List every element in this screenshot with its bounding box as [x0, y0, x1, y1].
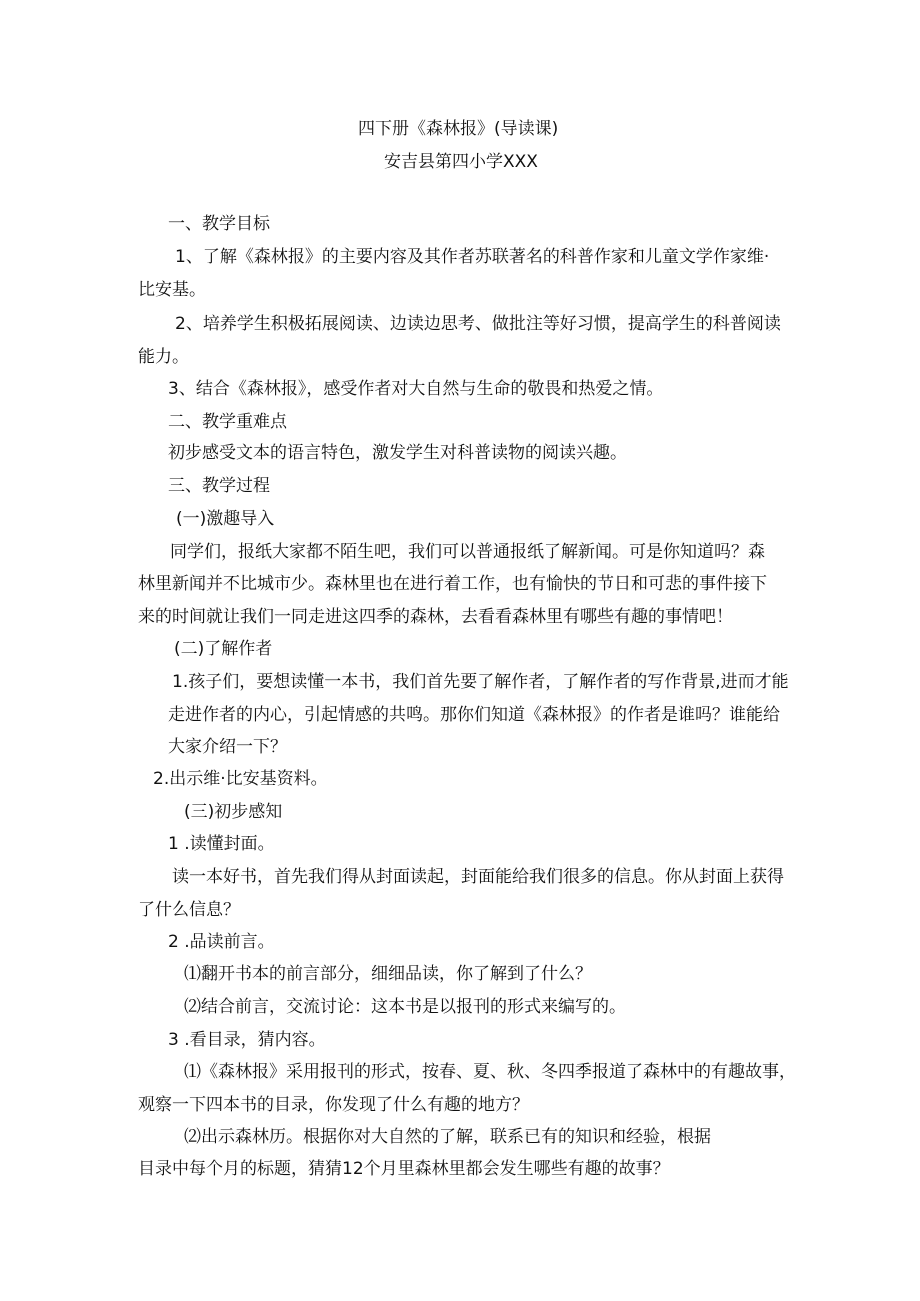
paragraph-line: 林里新闻并不比城市少。森林里也在进行着工作，也有愉快的节日和可悲的事件接下 [138, 574, 767, 594]
paragraph-line: ⑴《森林报》采用报刊的形式，按春、夏、秋、冬四季报道了森林中的有趣故事， [184, 1062, 796, 1082]
document-title: 四下册《森林报》(导读课) [358, 119, 559, 139]
subsection-heading: (三)初步感知 [184, 802, 283, 822]
paragraph-line: ⑵出示森林历。根据你对大自然的了解，联系已有的知识和经验，根据 [184, 1127, 711, 1147]
paragraph-line: 了什么信息？ [138, 900, 240, 920]
paragraph-line: 比安基。 [138, 280, 206, 300]
section-heading-process: 三、教学过程 [168, 476, 270, 496]
paragraph-line: ⑵结合前言，交流讨论：这本书是以报刊的形式来编写的。 [184, 997, 626, 1017]
paragraph-line: 3、结合《森林报》，感受作者对大自然与生命的敬畏和热爱之情。 [168, 379, 664, 399]
list-item: 2 .品读前言。 [168, 932, 275, 952]
paragraph-line: 2、培养学生积极拓展阅读、边读边思考、做批注等好习惯，提高学生的科普阅读 [175, 314, 781, 334]
list-item: 1 .读懂封面。 [168, 834, 275, 854]
paragraph-line: 能力。 [138, 347, 189, 367]
paragraph-line: 大家介绍一下？ [168, 737, 287, 757]
section-heading-difficulties: 二、教学重难点 [168, 412, 287, 432]
subsection-heading: (一)激趣导入 [176, 509, 275, 529]
paragraph-line: 走进作者的内心，引起情感的共鸣。那你们知道《森林报》的作者是谁吗？谁能给 [168, 705, 780, 725]
paragraph-line: 目录中每个月的标题，猜猜12个月里森林里都会发生哪些有趣的故事？ [138, 1159, 670, 1179]
paragraph-line: 1、了解《森林报》的主要内容及其作者苏联著名的科普作家和儿童文学作家维· [175, 247, 770, 267]
paragraph-line: 同学们，报纸大家都不陌生吧，我们可以普通报纸了解新闻。可是你知道吗？森 [170, 542, 765, 562]
list-item: 3 .看目录，猜内容。 [168, 1030, 326, 1050]
document-author: 安吉县第四小学XXX [384, 152, 538, 172]
paragraph-line: 1.孩子们，要想读懂一本书，我们首先要了解作者，了解作者的写作背景,进而才能 [172, 672, 789, 692]
subsection-heading: (二)了解作者 [174, 639, 273, 659]
section-heading-goals: 一、教学目标 [168, 214, 270, 234]
paragraph-line: 读一本好书，首先我们得从封面读起，封面能给我们很多的信息。你从封面上获得 [172, 867, 784, 887]
paragraph-line: ⑴翻开书本的前言部分，细细品读，你了解到了什么？ [184, 964, 592, 984]
paragraph-line: 2.出示维·比安基资料。 [153, 769, 328, 789]
paragraph-line: 观察一下四本书的目录，你发现了什么有趣的地方？ [138, 1095, 529, 1115]
paragraph-line: 来的时间就让我们一同走进这四季的森林，去看看森林里有哪些有趣的事情吧！ [138, 607, 733, 627]
paragraph-line: 初步感受文本的语言特色，激发学生对科普读物的阅读兴趣。 [168, 443, 627, 463]
